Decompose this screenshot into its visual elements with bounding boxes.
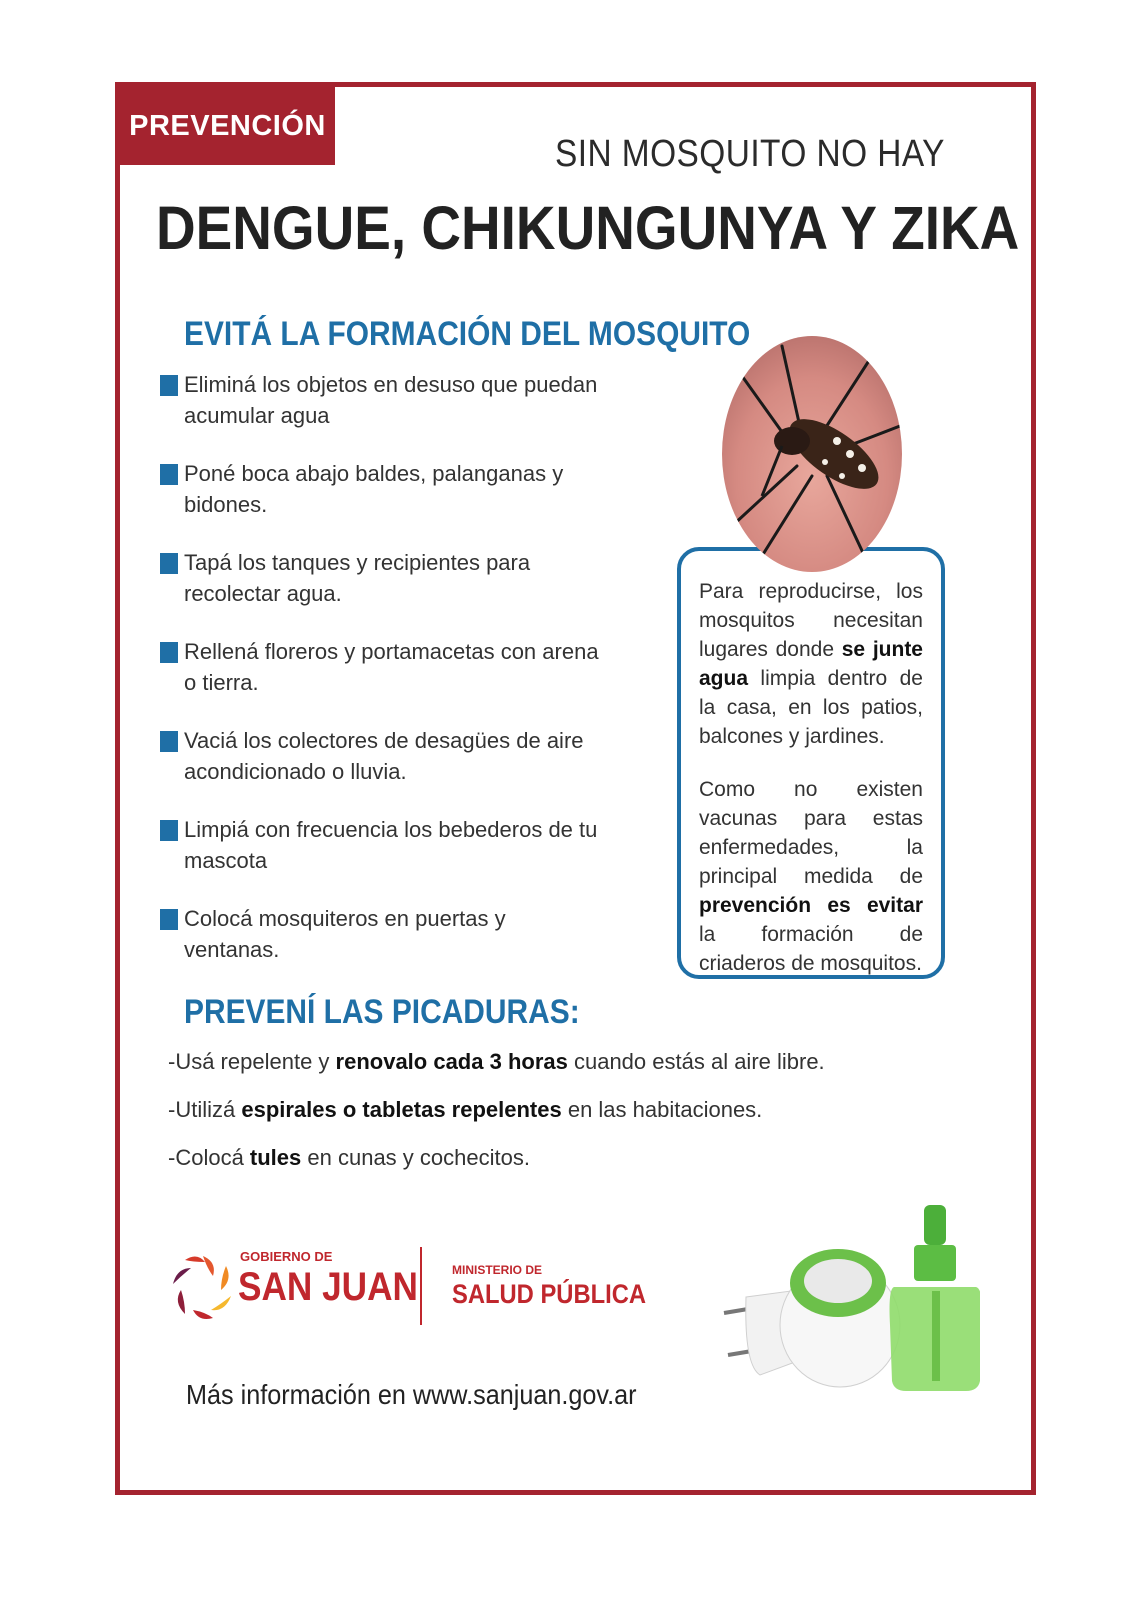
prevention-tag: PREVENCIÓN (120, 87, 335, 165)
list-item-text: Eliminá los objetos en desuso que puedan acumular agua (184, 372, 598, 428)
subtitle: SIN MOSQUITO NO HAY (555, 133, 945, 175)
list-item-text: Colocá mosquiteros en puertas y ventanas. (184, 906, 506, 962)
list-item-text: Vaciá los colectores de desagües de aire acondicionado o lluvia. (184, 728, 584, 784)
bullet-square-icon (160, 464, 178, 485)
logo-government-label: GOBIERNO DE (240, 1249, 333, 1264)
sun-emblem-icon (172, 1249, 234, 1327)
list-item (160, 369, 600, 431)
list-item (160, 458, 600, 520)
list-item (160, 903, 600, 965)
bite-prevention-list (168, 1047, 868, 1191)
government-logo (172, 1245, 647, 1335)
bullet-square-icon (160, 909, 178, 930)
section-heading-bites: PREVENÍ LAS PICADURAS: (184, 993, 580, 1031)
list-item-text: Rellená floreros y portamacetas con arena o tierra. (184, 639, 599, 695)
prevention-list (160, 369, 600, 992)
bullet-square-icon (160, 731, 178, 752)
more-info-text: Más información en www.sanjuan.gov.ar (186, 1379, 637, 1410)
list-item-text: Tapá los tanques y recipientes para recolectar agua. (184, 550, 531, 606)
list-item (160, 547, 600, 609)
logo-divider (420, 1247, 422, 1325)
logo-san-juan: SAN JUAN (238, 1265, 418, 1309)
poster (115, 82, 1036, 1495)
info-box (677, 547, 945, 979)
info-paragraph-vaccines: Como no existen vacunas para estas enfermedades, la principal medida de prevención es evitar la formación de criaderos de mosquitos. (699, 778, 923, 975)
repellent-device-image (710, 1205, 980, 1405)
list-item (160, 814, 600, 876)
list-item (160, 725, 600, 787)
list-item (160, 636, 600, 698)
mosquito-photo (722, 336, 902, 572)
list-item: -Utilizá espirales o tabletas repelentes en las habitaciones. (168, 1097, 763, 1122)
logo-health-ministry: SALUD PÚBLICA (452, 1279, 647, 1309)
list-item: -Colocá tules en cunas y cochecitos. (168, 1145, 530, 1170)
info-paragraph-reproduction: Para reproducirse, los mosquitos necesitan lugares donde se junte agua limpia dentro de la casa, en los patios, balcones y jardines. (699, 580, 923, 748)
list-item-text: Limpiá con frecuencia los bebederos de tu mascota (184, 817, 598, 873)
list-item: -Usá repelente y renovalo cada 3 horas cuando estás al aire libre. (168, 1049, 825, 1074)
bullet-square-icon (160, 553, 178, 574)
logo-ministry-label: MINISTERIO DE (452, 1263, 543, 1277)
section-heading-breeding: EVITÁ LA FORMACIÓN DEL MOSQUITO (184, 315, 751, 353)
bullet-square-icon (160, 375, 178, 396)
bullet-square-icon (160, 642, 178, 663)
list-item-text: Poné boca abajo baldes, palanganas y bidones. (184, 461, 564, 517)
page-title: DENGUE, CHIKUNGUNYA Y ZIKA (156, 194, 1020, 262)
bullet-square-icon (160, 820, 178, 841)
